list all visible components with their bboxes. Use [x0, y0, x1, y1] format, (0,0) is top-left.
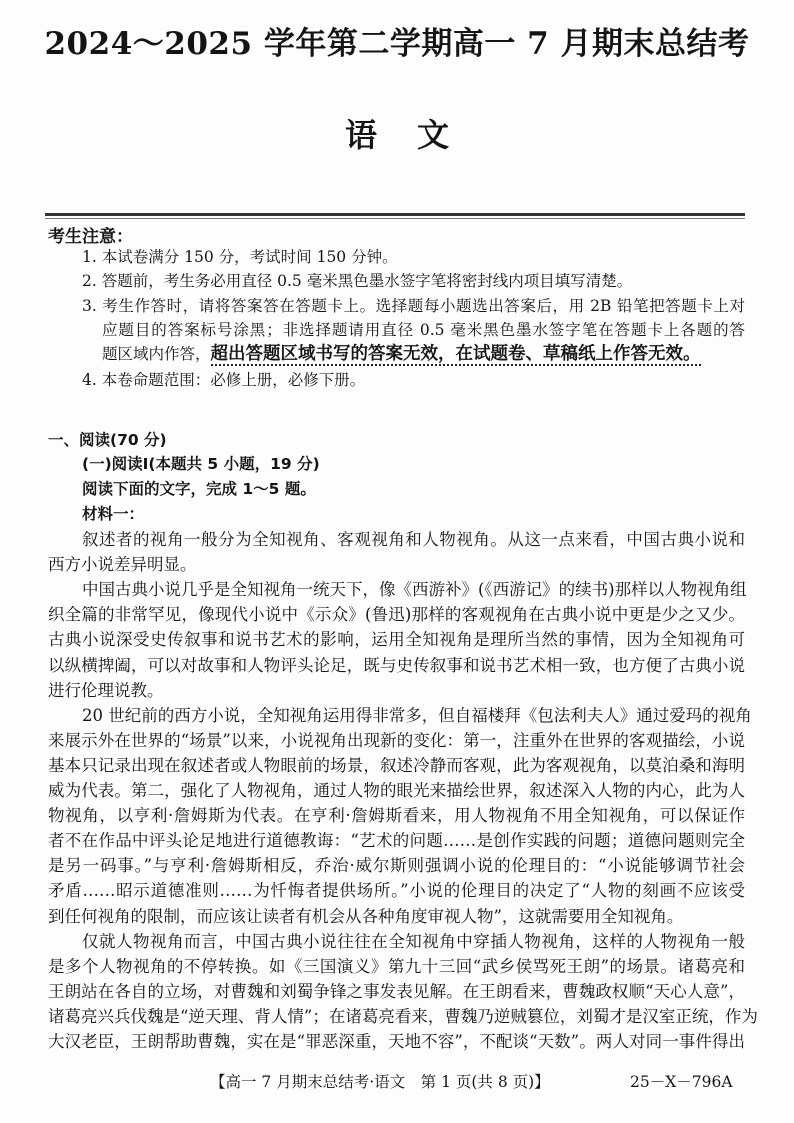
notice-heading: 考生注意： — [48, 227, 133, 247]
passage-line: 诸葛亮兴兵伐魏是“逆天理、背人情”；在诸葛亮看来，曹魏乃逆贼篡位，刘蜀才是汉室正统，作为 — [48, 1006, 758, 1026]
notice-item: 1. 本试卷满分 150 分，考试时间 150 分钟。 — [82, 248, 398, 266]
passage-line: 进行伦理说教。 — [48, 680, 164, 700]
footer-page-label: 【高一 7 月期末总结考·语文 第 1 页(共 8 页)】 — [210, 1073, 550, 1091]
passage-line: 仅就人物视角而言，中国古典小说往往在全知视角中穿插人物视角，这样的人物视角一般 — [82, 931, 745, 951]
subsection-heading: (一)阅读Ⅰ(本题共 5 小题，19 分) — [82, 455, 320, 473]
passage-line: 者不在作品中评头论足地进行道德教诲：“艺术的问题……是创作实践的问题；道德问题则完全 — [48, 831, 745, 851]
passage-line: 是多个人物视角的不停转换。如《三国演义》第九十三回“武乡侯骂死王朗”的场景。诸葛亮和 — [48, 956, 745, 976]
passage-line: 是另一码事。”与亨利·詹姆斯相反，乔治·威尔斯则强调小说的伦理目的：“小说能够调节社会 — [48, 856, 745, 876]
passage-line: 来展示外在世界的“场景”以来，小说视角出现新的变化：第一，注重外在世界的客观描绘，小说 — [48, 730, 745, 750]
notice-item: 4. 本卷命题范围：必修上册，必修下册。 — [82, 371, 366, 389]
footer-code: 25－X－796A — [630, 1073, 733, 1091]
passage-line: 基本只记录出现在叙述者或人物眼前的场景，叙述冷静而客观，此为客观视角，以莫泊桑和海明 — [48, 755, 745, 775]
material-label: 材料一： — [82, 505, 145, 523]
notice-item: 3. 考生作答时，请将答案答在答题卡上。选择题每小题选出答案后，用 2B 铅笔把答题卡上对 — [82, 297, 745, 315]
notice-item-prefix: 题区域内作答， — [102, 345, 211, 363]
exam-title: 2024～2025 学年第二学期高一 7 月期末总结考 — [44, 26, 750, 62]
notice-emphasis: 超出答题区域书写的答案无效，在试题卷、草稿纸上作答无效。 — [210, 344, 701, 364]
divider-thin — [45, 218, 745, 219]
passage-line: 物视角，以亨利·詹姆斯为代表。在亨利·詹姆斯看来，用人物视角不用全知视角，可以保证作 — [48, 806, 745, 826]
divider — [45, 213, 745, 216]
passage-line: 以纵横捭阖，可以对故事和人物评头论足，既与史传叙事和说书艺术相一致，也方便了古典小说 — [48, 655, 745, 675]
passage-line: 古典小说深受史传叙事和说书艺术的影响，运用全知视角是理所当然的事情，因为全知视角可 — [48, 630, 745, 650]
section-heading: 一、阅读(70 分) — [48, 431, 167, 449]
subject-title: 语文 — [344, 116, 489, 154]
passage-line: 20 世纪前的西方小说，全知视角运用得非常多，但自福楼拜《包法利夫人》通过爱玛的视角 — [82, 705, 752, 725]
passage-line: 织全篇的非常罕见，像现代小说中《示众》(鲁迅)那样的客观视角在古典小说中更是少之又少。 — [48, 605, 745, 625]
passage-line: 威为代表。第二，强化了人物视角，通过人物的眼光来描绘世界，叙述深入人物的内心，此为人 — [48, 781, 745, 800]
notice-item-cont — [102, 342, 701, 367]
passage-line: 叙述者的视角一般分为全知视角、客观视角和人物视角。从这一点来看，中国古典小说和 — [82, 530, 745, 549]
instruction: 阅读下面的文字，完成 1～5 题。 — [82, 480, 316, 498]
passage-line: 矛盾……昭示道德准则……为忏悔者提供场所。”小说的伦理目的决定了“人物的刻画不应该受 — [48, 881, 745, 901]
passage-line: 西方小说差异明显。 — [48, 555, 197, 575]
passage-line: 大汉老臣，王朗帮助曹魏，实在是“罪恶深重，天地不容”，不配谈“天数”。两人对同一事件得出 — [48, 1032, 745, 1051]
passage-line: 中国古典小说几乎是全知视角一统天下，像《西游补》(《西游记》的续书)那样以人物视角组 — [82, 580, 747, 600]
notice-item-cont: 应题目的答案标号涂黑；非选择题请用直径 0.5 毫米黑色墨水签字笔在答题卡上各题的答 — [102, 321, 745, 339]
passage-line: 到任何视角的限制，而应该让读者有机会从各种角度审视人物”，这就需要用全知视角。 — [48, 906, 684, 926]
notice-item: 2. 答题前，考生务必用直径 0.5 毫米黑色墨水签字笔将密封线内项目填写清楚。 — [82, 272, 633, 290]
passage-line: 王朗站在各自的立场，对曹魏和刘蜀争锋之事发表见解。在王朗看来，曹魏政权顺“天心人意”， — [48, 981, 745, 1001]
